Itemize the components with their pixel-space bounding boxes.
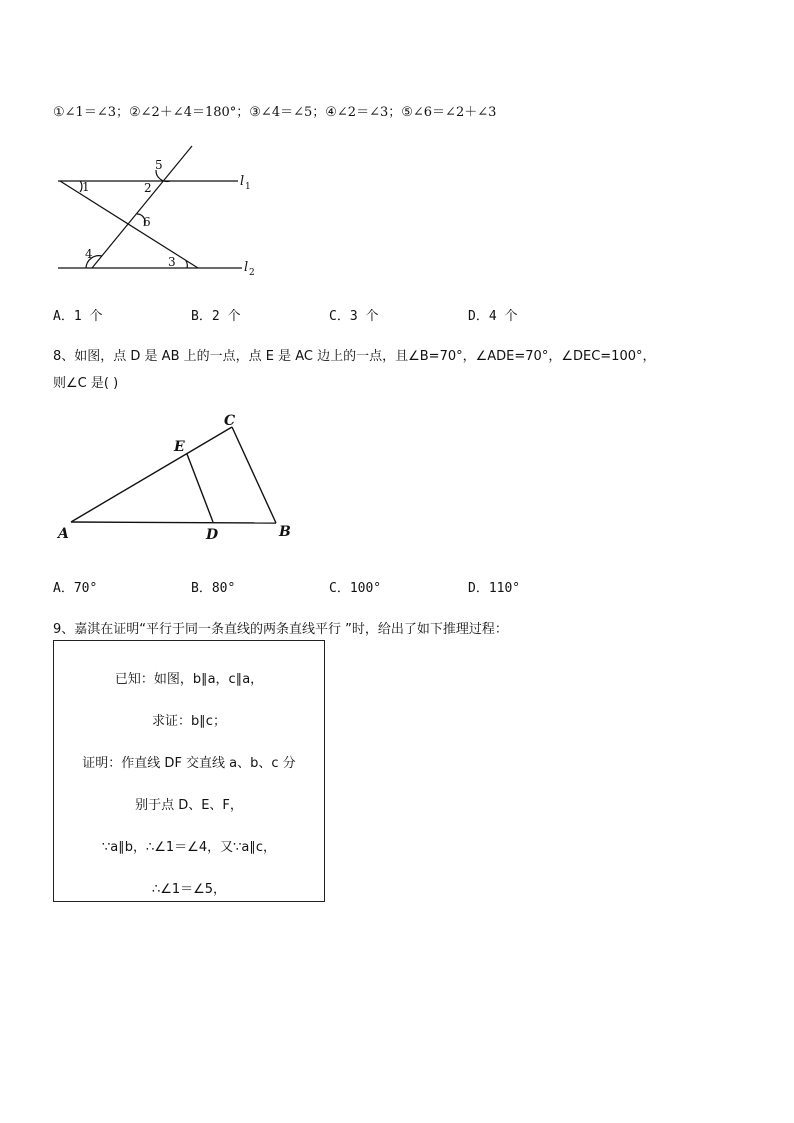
statements-line: ①∠1＝∠3；②∠2＋∠4＝180°；③∠4＝∠5；④∠2＝∠3；⑤∠6＝∠2＋∠3	[53, 105, 497, 120]
angle-label-2: 2	[144, 181, 152, 195]
option-b[interactable]: B．80°	[191, 581, 236, 596]
parallel-lines-figure	[40, 140, 280, 285]
angle-label-5: 5	[155, 158, 163, 172]
angle-label-4: 4	[85, 247, 93, 261]
point-e: E	[174, 439, 185, 455]
line-label-l2-sub: 2	[249, 268, 255, 278]
q8-stem-line1: 8、如图，点 D 是 AB 上的一点，点 E 是 AC 边上的一点，且∠B=70°，∠ADE=70°，∠DEC=100°，	[53, 349, 656, 364]
q9-stem: 9、嘉淇在证明“平行于同一条直线的两条直线平行 ”时，给出了如下推理过程：	[53, 622, 508, 637]
transversal-2	[92, 146, 192, 268]
option-a[interactable]: A．70°	[53, 581, 98, 596]
point-b: B	[279, 524, 291, 540]
angle-label-6: 6	[143, 215, 151, 229]
point-d: D	[206, 527, 219, 543]
option-c[interactable]: C．100°	[329, 581, 382, 596]
angle-label-3: 3	[168, 255, 176, 269]
line-label-l1: l	[240, 174, 245, 189]
angle-label-1: 1	[82, 180, 90, 194]
proof-line: ∵a∥b，∴∠1＝∠4，又∵a∥c，	[102, 840, 276, 855]
triangle-figure	[50, 405, 310, 550]
proof-line: 别于点 D、E、F，	[135, 798, 243, 813]
transversal-1	[60, 181, 198, 268]
side-ab	[71, 522, 276, 523]
proof-line: 求证：b∥c；	[152, 714, 226, 729]
side-cb	[232, 427, 276, 523]
line-label-l2: l	[244, 260, 249, 275]
q8-stem-line2: 则∠C 是( )	[53, 376, 119, 391]
segment-de	[187, 454, 213, 522]
option-d[interactable]: D．110°	[468, 581, 521, 596]
option-a[interactable]: A．1 个	[53, 309, 103, 324]
proof-line: 已知：如图，b∥a，c∥a，	[114, 672, 264, 687]
proof-line: 证明：作直线 DF 交直线 a、b、c 分	[82, 756, 296, 771]
point-a: A	[58, 526, 69, 542]
option-c[interactable]: C．3 个	[329, 309, 379, 324]
option-d[interactable]: D．4 个	[468, 309, 518, 324]
line-label-l1-sub: 1	[245, 182, 251, 192]
option-b[interactable]: B．2 个	[191, 309, 241, 324]
point-c: C	[224, 413, 236, 429]
proof-box	[53, 640, 325, 902]
angle-3-arc	[186, 261, 187, 268]
proof-line: ∴∠1＝∠5，	[151, 882, 227, 897]
